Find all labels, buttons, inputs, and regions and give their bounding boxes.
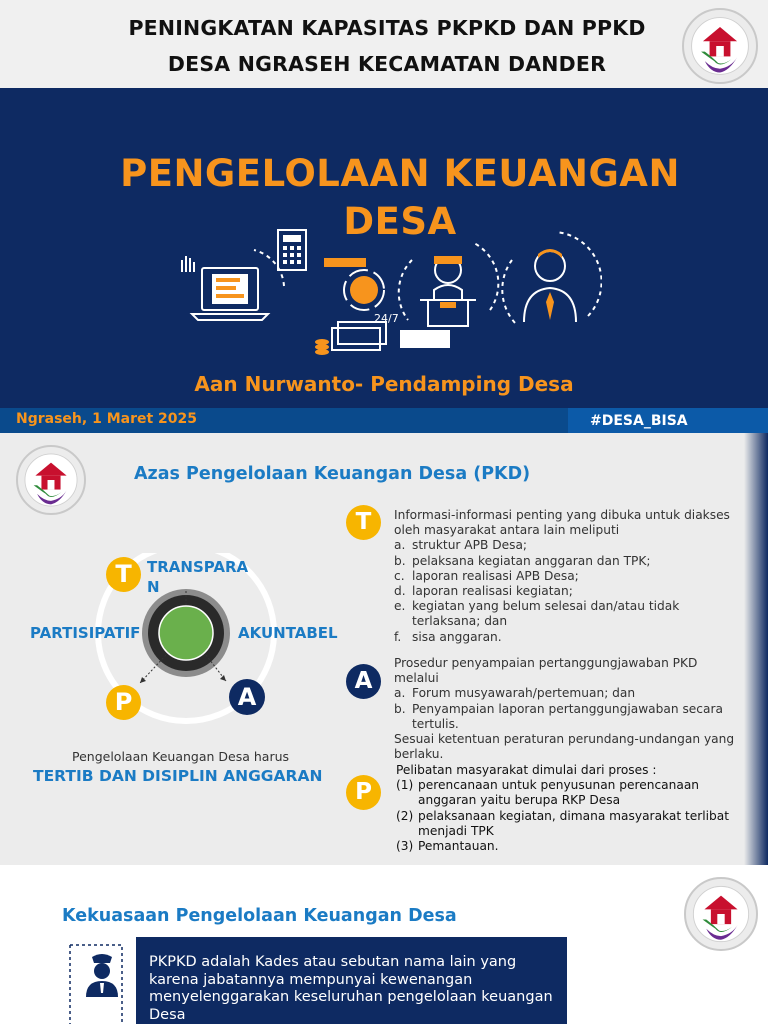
partisipatif-section-badge: P — [346, 775, 381, 810]
partisipatif-label: PARTISIPATIF — [30, 624, 141, 642]
cover-footer — [0, 408, 768, 433]
list-item: d. laporan realisasi kegiatan; — [394, 584, 573, 599]
list-item: (1) perencanaan untuk penyusunan perencanaan anggaran yaitu berupa RKP Desa — [396, 778, 700, 808]
akuntabel-outro: Sesuai ketentuan peraturan perundang-undangan yang berlaku. — [394, 732, 735, 762]
akuntabel-label: AKUNTABEL — [238, 624, 338, 642]
kemendesa-logo-icon — [684, 877, 758, 951]
slide-edge-decoration — [744, 433, 768, 865]
akuntabel-list — [394, 686, 744, 732]
partisipatif-intro: Pelibatan masyarakat dimulai dari proses : — [396, 763, 657, 777]
list-item: b. Penyampaian laporan pertanggungjawaban secara tertulis. — [394, 701, 723, 731]
list-item: (3) Pemantauan. — [396, 839, 499, 854]
kemendesa-logo-icon — [16, 445, 86, 515]
illustration-247-text: 24/7 — [374, 312, 399, 325]
cover-date: Ngraseh, 1 Maret 2025 — [16, 411, 198, 427]
transparan-list — [394, 538, 744, 644]
kemendesa-logo-icon — [682, 8, 758, 84]
pkd-note: Pengelolaan Keuangan Desa harus — [72, 749, 290, 764]
slide-azas — [0, 433, 768, 865]
pkd-emphasis: TERTIB DAN DISIPLIN ANGGARAN — [33, 767, 323, 785]
partisipatif-badge: P — [106, 685, 141, 720]
cover-hashtag: #DESA_BISA — [590, 413, 688, 429]
list-item: b. pelaksana kegiatan anggaran dan TPK; — [394, 553, 651, 568]
akuntabel-badge: A — [229, 679, 265, 715]
azas-title: Azas Pengelolaan Keuangan Desa (PKD) — [134, 464, 531, 484]
transparan-section-badge: T — [346, 505, 381, 540]
cover-heading-line2: DESA — [343, 200, 457, 243]
cover-title-line2: DESA NGRASEH KECAMATAN DANDER — [167, 52, 607, 76]
cover-author: Aan Nurwanto- Pendamping Desa — [194, 372, 574, 396]
transparan-badge: T — [106, 557, 141, 592]
akuntabel-text — [394, 656, 744, 762]
cover-title-line1: PENINGKATAN KAPASITAS PKPKD DAN PPKD — [128, 16, 646, 40]
partisipatif-text — [396, 763, 746, 854]
list-item: (2) pelaksanaan kegiatan, dimana masyarakat terlibat menjadi TPK — [396, 808, 730, 838]
cover-header — [0, 0, 768, 88]
transparan-label: TRANSPARA N — [147, 558, 249, 596]
cover-heading-line1: PENGELOLAAN KEUANGAN — [120, 152, 680, 195]
official-person-icon — [64, 937, 128, 1024]
list-item: a. struktur APB Desa; — [394, 538, 528, 553]
list-item: a. Forum musyawarah/pertemuan; dan — [394, 686, 636, 701]
partisipatif-list — [396, 778, 746, 854]
kekuasaan-title: Kekuasaan Pengelolaan Keuangan Desa — [62, 906, 457, 926]
list-item: c. laporan realisasi APB Desa; — [394, 568, 579, 583]
finance-illustration-icon — [172, 220, 602, 362]
transparan-text — [394, 508, 744, 645]
pkpkd-definition-box: PKPKD adalah Kades atau sebutan nama lain yang karena jabatannya mempunyai kewenangan menyelenggarakan keseluruhan pengelolaan keuangan Desa — [136, 937, 567, 1024]
slide-kekuasaan — [0, 865, 768, 1024]
list-item: e. kegiatan yang belum selesai dan/atau tidak terlaksana; dan — [394, 599, 680, 629]
akuntabel-section-badge: A — [346, 664, 381, 699]
cover-main — [0, 88, 768, 408]
list-item: f. sisa anggaran. — [394, 629, 502, 644]
akuntabel-intro: Prosedur penyampaian pertanggungjawaban PKD melalui — [394, 656, 698, 686]
transparan-intro: Informasi-informasi penting yang dibuka untuk diakses oleh masyarakat antara lain meliputi — [394, 508, 730, 538]
